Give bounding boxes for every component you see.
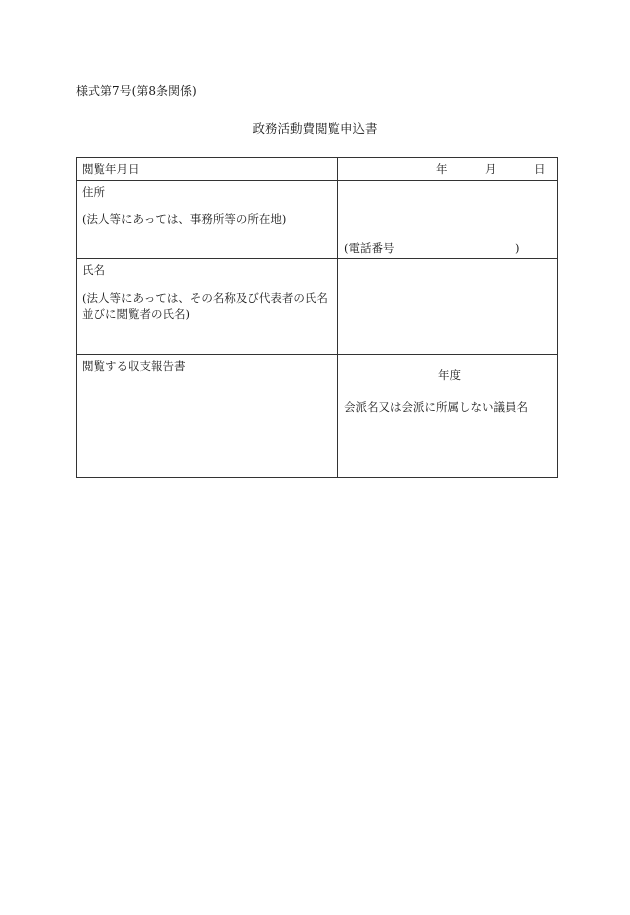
name-note-line2: 並びに閲覧者の氏名) [82, 307, 190, 321]
document-title: 政務活動費閲覧申込書 [252, 121, 378, 136]
address-row [76, 181, 558, 259]
fiscal-year-label: 年度 [438, 368, 461, 382]
viewing-date-field[interactable] [338, 158, 557, 180]
phone-number-label: (電話番号 [344, 241, 395, 255]
report-field[interactable] [338, 355, 557, 477]
viewing-date-label-cell [77, 158, 338, 180]
address-field[interactable] [338, 181, 557, 258]
viewing-date-label: 閲覧年月日 [82, 162, 140, 176]
name-field[interactable] [338, 259, 557, 354]
day-unit: 日 [534, 162, 546, 176]
name-label: 氏名 [82, 263, 105, 277]
report-row [76, 355, 558, 478]
faction-name-label: 会派名又は会派に所属しない議員名 [344, 400, 528, 414]
viewing-date-row [76, 157, 558, 181]
month-unit: 月 [485, 162, 497, 176]
phone-number-close-paren: ) [515, 241, 520, 255]
application-form-table [76, 157, 558, 478]
address-label-cell [77, 181, 338, 258]
report-label-cell [77, 355, 338, 477]
name-note-line1: (法人等にあっては、その名称及び代表者の氏名 [82, 291, 328, 305]
year-unit: 年 [436, 162, 448, 176]
form-number: 様式第7号(第8条関係) [76, 84, 197, 98]
name-label-cell [77, 259, 338, 354]
report-label: 閲覧する収支報告書 [82, 359, 186, 373]
name-row [76, 259, 558, 355]
address-note: (法人等にあっては、事務所等の所在地) [82, 212, 287, 226]
address-label: 住所 [82, 185, 105, 199]
